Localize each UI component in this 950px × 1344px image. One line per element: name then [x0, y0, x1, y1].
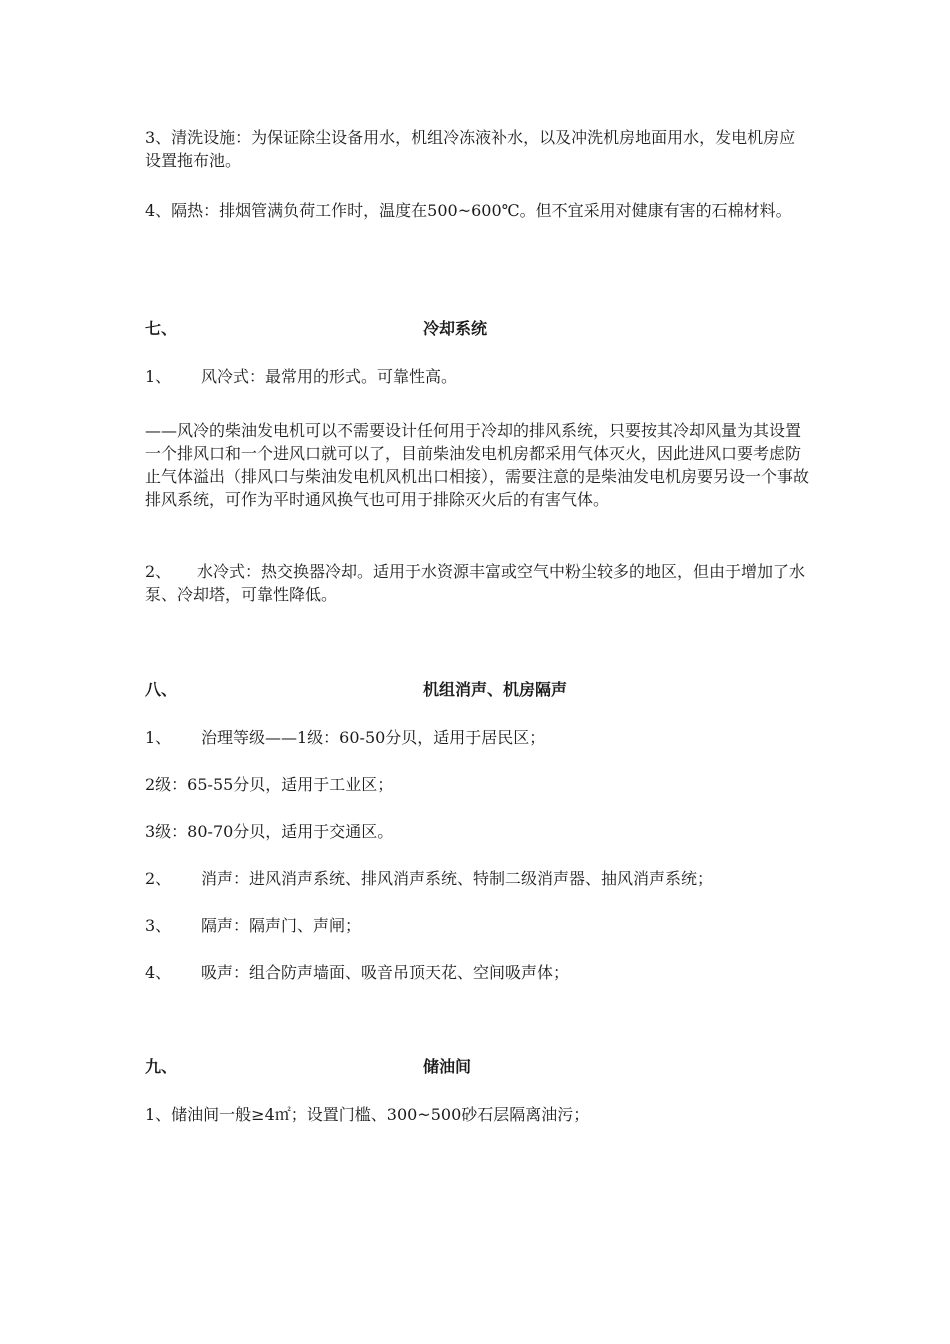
item-number: 3、 [145, 916, 172, 935]
item-number: 1、 [145, 728, 172, 747]
section-heading-cooling [145, 317, 810, 341]
item-text: 隔声：隔声门、声闸； [201, 916, 362, 935]
section-number: 七、 [145, 319, 178, 338]
item-number: 2、 [145, 869, 172, 888]
section-heading-noise [145, 678, 810, 702]
section-title: 机组消声、机房隔声 [423, 680, 568, 699]
list-item-treatment-level [145, 726, 810, 749]
item-text: 吸声：组合防声墙面、吸音吊顶天花、空间吸声体； [201, 963, 570, 982]
list-item-sound-absorption [145, 961, 810, 984]
paragraph-cleaning-facilities: 3、清洗设施：为保证除尘设备用水，机组冷冻液补水，以及冲洗机房地面用水，发电机房应设置拖布池。 [145, 128, 796, 170]
item-text: 治理等级——1级：60-50分贝，适用于居民区； [201, 728, 546, 747]
paragraph-heat-insulation: 4、隔热：排烟管满负荷工作时，温度在500~600℃。但不宜采用对健康有害的石棉材料。 [145, 201, 792, 220]
item-text: 消声：进风消声系统、排风消声系统、特制二级消声器、抽风消声系统； [201, 869, 714, 888]
list-item-air-cooling [145, 365, 810, 388]
section-number: 八、 [145, 680, 178, 699]
section-title: 储油间 [423, 1057, 472, 1076]
list-item-water-cooling [145, 560, 810, 606]
list-line-level-2: 2级：65-55分贝，适用于工业区； [145, 775, 394, 794]
item-text: 风冷式：最常用的形式。可靠性高。 [201, 367, 458, 386]
list-item-sound-insulation [145, 914, 810, 937]
section-title: 冷却系统 [423, 319, 488, 338]
item-text: 水冷式：热交换器冷却。适用于水资源丰富或空气中粉尘较多的地区，但由于增加了水泵、冷却塔，可靠性降低。 [145, 562, 806, 604]
section-number: 九、 [145, 1057, 178, 1076]
item-number: 4、 [145, 963, 172, 982]
list-line-level-3: 3级：80-70分贝，适用于交通区。 [145, 822, 394, 841]
item-number: 2、 [145, 562, 172, 581]
list-item-silencing [145, 867, 810, 890]
section-heading-oil-storage [145, 1055, 810, 1079]
list-item-oil-storage-room: 1、储油间一般≥4㎡；设置门槛、300~500砂石层隔离油污； [145, 1105, 590, 1124]
item-number: 1、 [145, 367, 172, 386]
paragraph-air-cooling-detail: ——风冷的柴油发电机可以不需要设计任何用于冷却的排风系统，只要按其冷却风量为其设置一个排风口和一个进风口就可以了，目前柴油发电机房都采用气体灭火，因此进风口要考虑防止气体溢出（排风口与柴油发电机风机出口相接），需要注意的是柴油发电机房要另设一个事故排风系统，可作为平时通风换气也可用于排除灭火后的有害气体。 [145, 421, 810, 509]
